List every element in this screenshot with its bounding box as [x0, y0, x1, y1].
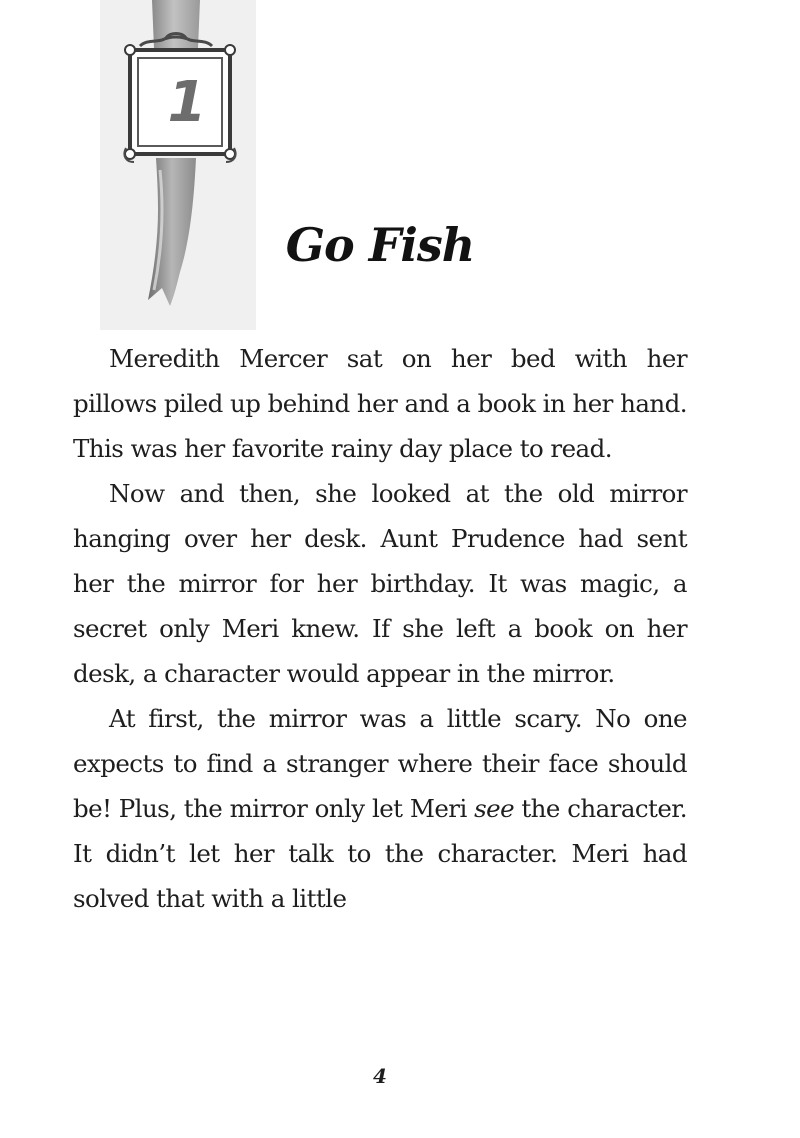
paragraph-2: Now and then, she looked at the old mirror hanging over her desk. Aunt Prudence had sent her the mirror for her birthday. It was magic, a secret only Meri knew. If she left a book on her desk, a character would appear in the mirror.: [73, 479, 687, 688]
chapter-header-art: [100, 0, 256, 330]
paragraph-1: Meredith Mercer sat on her bed with her pillows piled up behind her and a book in her hand. This was her favorite rainy day place to read.: [73, 344, 687, 463]
emphasis-see: see: [474, 794, 515, 823]
body-text: [73, 336, 687, 921]
chapter-number: 1: [167, 70, 207, 135]
paragraph-3-end: the character. It didn’t let her talk to the character. Meri had solved that with a little: [73, 794, 687, 913]
page-number: 4: [373, 1064, 387, 1088]
paragraph-3: [73, 696, 687, 921]
chapter-title: Go Fish: [285, 218, 475, 272]
paragraph-3-start: At first, the mirror was a little scary. No one expects to find a stranger where their face should be! Plus, the mirror only let Meri: [73, 704, 687, 823]
ribbon-bookmark-icon: [100, 0, 256, 330]
